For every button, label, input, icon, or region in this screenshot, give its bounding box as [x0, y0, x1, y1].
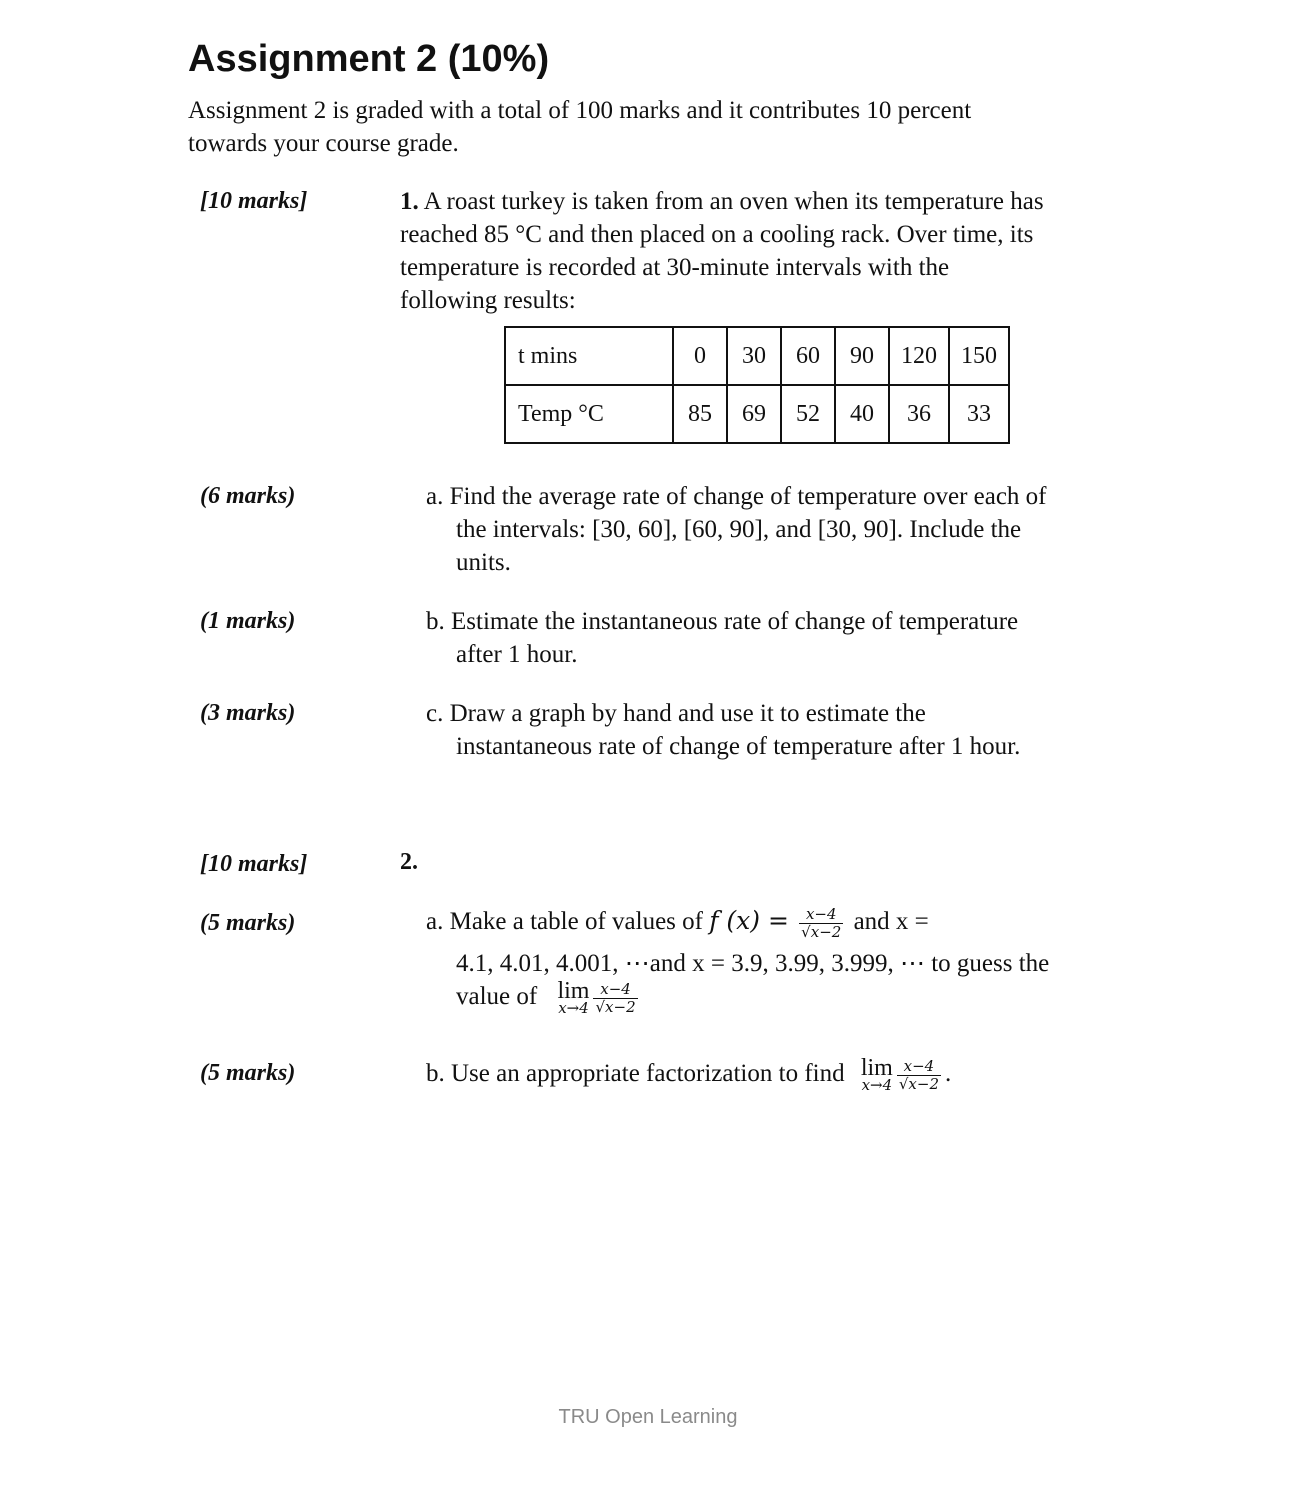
table-cell: 150	[949, 327, 1009, 385]
table-cell: 90	[835, 327, 889, 385]
q2a-value-of: value of	[456, 982, 538, 1010]
table-row-temp	[505, 385, 1009, 443]
q1c-line-2: instantaneous rate of change of temperature after 1 hour.	[456, 733, 1021, 760]
q2a-limit-fraction	[593, 981, 637, 1016]
intro-line-1: Assignment 2 is graded with a total of 100 marks and it contributes 10 percent	[188, 97, 972, 124]
table-cell: 30	[727, 327, 781, 385]
intro-line-2: towards your course grade.	[188, 130, 459, 157]
table-cell: 120	[889, 327, 949, 385]
q2a-limit	[557, 978, 590, 1018]
q1-line-2: reached 85 °C and then placed on a cooling rack. Over time, its	[400, 221, 1034, 248]
q1b-line-1: b. Estimate the instantaneous rate of change of temperature	[426, 608, 1019, 635]
table-cell: 40	[835, 385, 889, 443]
fraction-numerator: x−4	[897, 1058, 941, 1076]
q1b-marks: (1 marks)	[200, 608, 296, 634]
q2b-text	[426, 1057, 1126, 1093]
q1-statement	[400, 185, 1120, 317]
table-cell: 85	[673, 385, 727, 443]
q2b-limit-fraction	[897, 1058, 941, 1093]
table-cell: 33	[949, 385, 1009, 443]
temperature-table	[504, 326, 1010, 444]
limit-subscript: x→4	[558, 999, 589, 1018]
table-cell: 60	[781, 327, 835, 385]
q1-line-1-text: A roast turkey is taken from an oven when its temperature has	[418, 188, 1044, 215]
q1-marks: [10 marks]	[200, 188, 308, 214]
q2b-marks: (5 marks)	[200, 1060, 296, 1086]
table-row-time	[505, 327, 1009, 385]
fraction-denominator: √x−2	[898, 1074, 939, 1093]
q2a-text	[426, 904, 1106, 1016]
q1a-line-3: units.	[456, 549, 511, 576]
table-row-label-temp: Temp °C	[505, 385, 673, 443]
q1-line-3: temperature is recorded at 30-minute intervals with the	[400, 254, 950, 281]
q2a-line-2: 4.1, 4.01, 4.001, ⋯and x = 3.9, 3.99, 3.999, ⋯ to guess the	[456, 949, 1050, 977]
q1b-text	[426, 605, 1018, 671]
q2a-prefix: a. Make a table of values of	[426, 908, 710, 935]
q2b-line-1	[426, 1057, 1126, 1093]
q2b-limit	[860, 1055, 893, 1095]
table-cell: 52	[781, 385, 835, 443]
q1-line-1	[400, 185, 1120, 218]
q1a-line-1: a. Find the average rate of change of temperature over each of	[426, 483, 1047, 510]
table-row-label-time: t mins	[505, 327, 673, 385]
q2a-and-x: and x =	[853, 908, 929, 935]
q1c-text	[426, 697, 1020, 763]
footer-brand: TRU Open Learning	[558, 1406, 738, 1428]
fraction-numerator: x−4	[593, 981, 637, 999]
q2-marks: [10 marks]	[200, 851, 308, 877]
q1-line-4: following results:	[400, 287, 576, 314]
fraction-denominator: √x−2	[801, 922, 842, 941]
q2a-function: f (x) =	[709, 906, 789, 935]
q1c-marks: (3 marks)	[200, 700, 296, 726]
q1a-marks: (6 marks)	[200, 483, 296, 509]
q2b-instruction: b. Use an appropriate factorization to find	[426, 1060, 845, 1087]
q1-number: 1.	[400, 188, 419, 215]
fraction-numerator: x−4	[799, 906, 843, 924]
q1a-text	[426, 480, 1047, 579]
q2-number: 2.	[400, 849, 418, 875]
intro-paragraph	[188, 94, 1088, 160]
limit-word: lim	[557, 978, 590, 1005]
q2a-fraction	[799, 906, 843, 941]
q1a-line-2: the intervals: [30, 60], [60, 90], and [30, 90]. Include the	[456, 516, 1022, 543]
limit-word: lim	[860, 1055, 893, 1082]
fraction-denominator: √x−2	[595, 997, 636, 1016]
q2a-line-1	[426, 904, 1106, 941]
table-cell: 36	[889, 385, 949, 443]
q2b-period: .	[945, 1060, 952, 1087]
table-cell: 0	[673, 327, 727, 385]
limit-subscript: x→4	[861, 1076, 893, 1095]
q2a-marks: (5 marks)	[200, 910, 296, 936]
q1b-line-2: after 1 hour.	[456, 641, 578, 668]
q2a-line-3	[426, 980, 1106, 1016]
table-cell: 69	[727, 385, 781, 443]
q1c-line-1: c. Draw a graph by hand and use it to estimate the	[426, 700, 926, 727]
page-title: Assignment 2 (10%)	[188, 38, 550, 80]
